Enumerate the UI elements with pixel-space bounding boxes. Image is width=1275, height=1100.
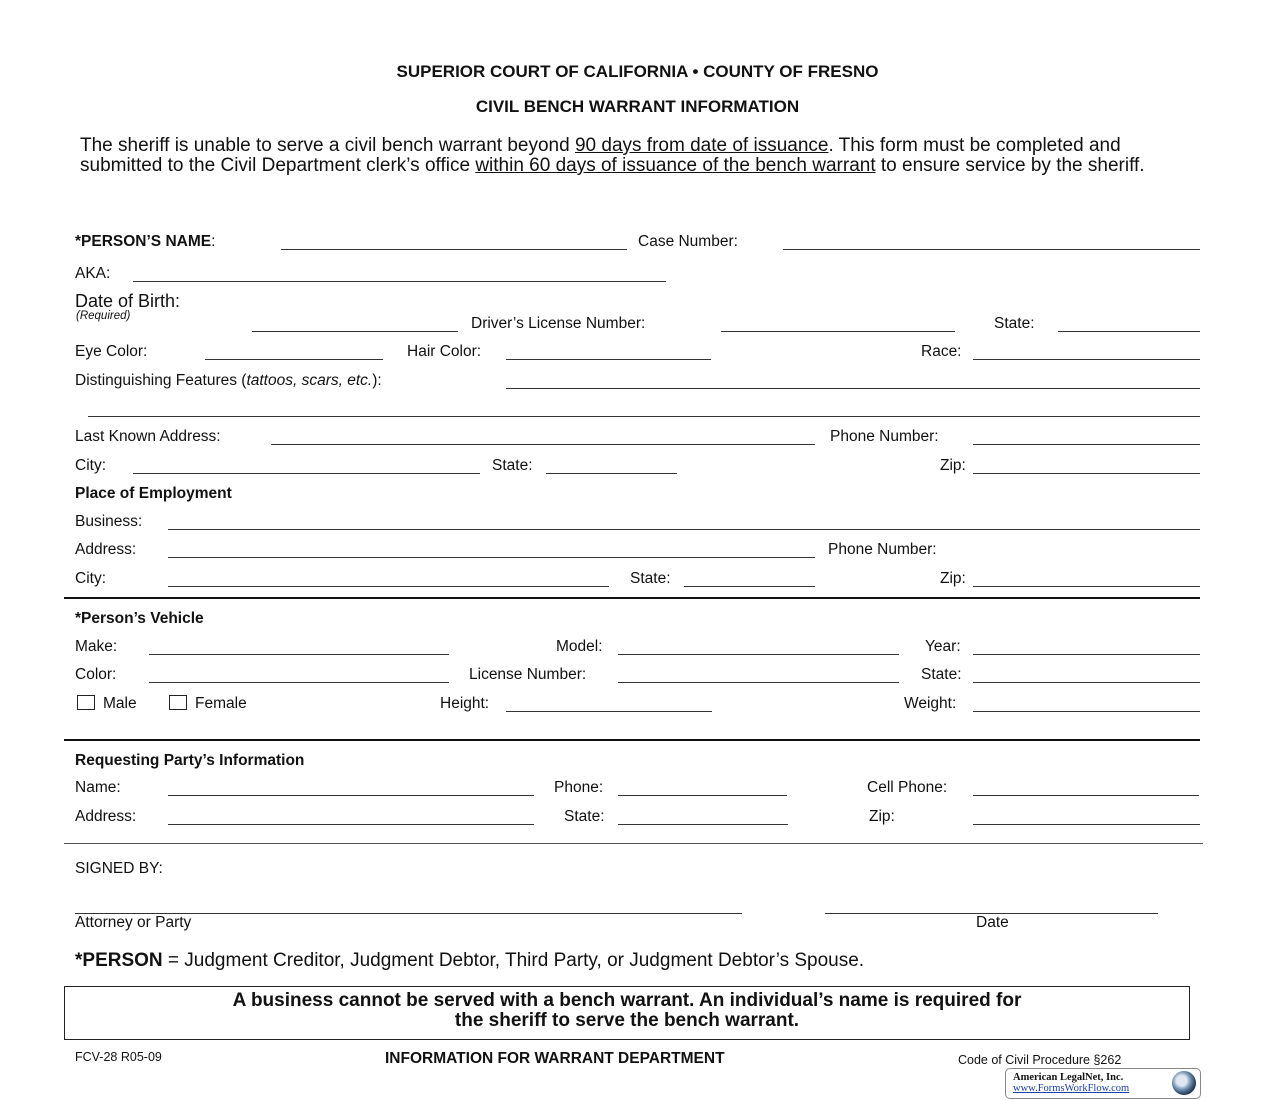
date-label: Date [976, 914, 1009, 931]
drivers-license-field[interactable] [721, 331, 955, 332]
vehicle-state-label: State: [921, 666, 962, 683]
employer-zip-label: Zip: [940, 570, 966, 587]
aka-field[interactable] [133, 281, 666, 282]
year-field[interactable] [973, 654, 1200, 655]
eye-color-field[interactable] [205, 359, 383, 360]
phone-number-label: Phone Number: [830, 428, 939, 445]
race-field[interactable] [973, 359, 1200, 360]
last-address-label: Last Known Address: [75, 428, 221, 445]
male-checkbox[interactable] [77, 695, 95, 710]
business-label: Business: [75, 513, 143, 530]
requesting-heading: Requesting Party’s Information [75, 752, 305, 769]
race-label: Race: [921, 343, 962, 360]
form-code: FCV-28 R05-09 [75, 1050, 162, 1064]
globe-icon [1172, 1071, 1196, 1095]
female-checkbox[interactable] [169, 695, 187, 710]
employer-address-field[interactable] [168, 557, 815, 558]
dob-required-note: (Required) [76, 310, 131, 322]
business-field[interactable] [168, 529, 1200, 530]
license-number-field[interactable] [618, 682, 899, 683]
person-name-field[interactable] [281, 249, 627, 250]
state-label: State: [492, 457, 533, 474]
vehicle-color-field[interactable] [149, 682, 449, 683]
requesting-state-label: State: [564, 808, 605, 825]
requesting-zip-label: Zip: [869, 808, 895, 825]
section-divider [64, 739, 1200, 741]
cell-phone-label: Cell Phone: [867, 779, 948, 796]
vehicle-state-field[interactable] [973, 682, 1200, 683]
intro-paragraph [80, 136, 1180, 176]
city-label: City: [75, 457, 106, 474]
model-label: Model: [556, 638, 603, 655]
section-divider [64, 597, 1200, 599]
license-number-label: License Number: [469, 666, 587, 683]
requesting-address-field[interactable] [168, 824, 534, 825]
employer-city-label: City: [75, 570, 106, 587]
features-label: Distinguishing Features (tattoos, scars, etc.): [75, 372, 382, 389]
vehicle-color-label: Color: [75, 666, 117, 683]
male-option[interactable]: Male [77, 695, 137, 713]
dl-state-field[interactable] [1058, 331, 1200, 332]
case-number-label: Case Number: [638, 233, 738, 250]
notice-line-2: the sheriff to serve the bench warrant. [454, 1010, 800, 1031]
cell-phone-field[interactable] [973, 795, 1199, 796]
features-field[interactable] [506, 388, 1200, 389]
logo-company: American LegalNet, Inc. [1013, 1072, 1124, 1083]
city-field[interactable] [133, 473, 480, 474]
attorney-or-party-label: Attorney or Party [75, 914, 192, 931]
dob-label: Date of Birth: [75, 291, 181, 311]
requesting-name-label: Name: [75, 779, 121, 796]
footer-title: INFORMATION FOR WARRANT DEPARTMENT [385, 1050, 725, 1067]
hair-color-field[interactable] [506, 359, 711, 360]
employer-state-field[interactable] [684, 586, 815, 587]
hair-color-label: Hair Color: [407, 343, 482, 360]
logo-url-link[interactable]: www.FormsWorkFlow.com [1013, 1083, 1130, 1094]
eye-color-label: Eye Color: [75, 343, 148, 360]
last-address-field[interactable] [271, 444, 815, 445]
make-label: Make: [75, 638, 118, 655]
requesting-zip-field[interactable] [973, 824, 1200, 825]
business-notice-box [64, 986, 1190, 1040]
model-field[interactable] [618, 654, 899, 655]
court-name: SUPERIOR COURT OF CALIFORNIA • COUNTY OF FRESNO [396, 62, 879, 81]
employer-phone-label: Phone Number: [828, 541, 937, 558]
signed-by-label: SIGNED BY: [75, 860, 163, 877]
requesting-name-field[interactable] [168, 795, 534, 796]
case-number-field[interactable] [783, 249, 1200, 250]
requesting-phone-label: Phone: [554, 779, 604, 796]
american-legalnet-logo[interactable] [1005, 1068, 1201, 1099]
employment-heading: Place of Employment [75, 485, 232, 502]
intro-underline-60-days: within 60 days of issuance of the bench warrant [475, 155, 876, 176]
height-field[interactable] [506, 711, 712, 712]
person-name-label: *PERSON’S NAME: [75, 233, 216, 250]
female-option[interactable]: Female [169, 695, 247, 713]
employer-city-field[interactable] [168, 586, 609, 587]
intro-text: The sheriff is unable to serve a civil bench warrant beyond [80, 135, 575, 156]
employer-address-label: Address: [75, 541, 137, 558]
year-label: Year: [925, 638, 961, 655]
form-title: CIVIL BENCH WARRANT INFORMATION [475, 97, 800, 116]
height-label: Height: [440, 695, 490, 712]
weight-label: Weight: [904, 695, 957, 712]
requesting-phone-field[interactable] [618, 795, 787, 796]
zip-field[interactable] [973, 473, 1200, 474]
code-reference: Code of Civil Procedure §262 [958, 1053, 1122, 1067]
requesting-address-label: Address: [75, 808, 137, 825]
notice-line-1: A business cannot be served with a bench warrant. An individual’s name is required for [232, 990, 1022, 1011]
phone-number-field[interactable] [973, 444, 1200, 445]
employer-state-label: State: [630, 570, 671, 587]
state-field[interactable] [546, 473, 677, 474]
intro-underline-90-days: 90 days from date of issuance [574, 135, 829, 156]
employer-zip-field[interactable] [973, 586, 1200, 587]
make-field[interactable] [149, 654, 449, 655]
drivers-license-label: Driver’s License Number: [471, 315, 646, 332]
dl-state-label: State: [994, 315, 1035, 332]
intro-text: . This form must be completed and submitted to the Civil Department clerk’s office [80, 135, 1121, 176]
vehicle-heading: *Person’s Vehicle [75, 610, 204, 627]
dob-field[interactable] [252, 331, 458, 332]
requesting-state-field[interactable] [618, 824, 788, 825]
zip-label: Zip: [940, 457, 966, 474]
aka-label: AKA: [75, 265, 111, 282]
person-definition: *PERSON = Judgment Creditor, Judgment Debtor, Third Party, or Judgment Debtor’s Spouse. [75, 950, 865, 971]
intro-text: to ensure service by the sheriff. [875, 155, 1145, 176]
weight-field[interactable] [973, 711, 1200, 712]
features-field-line2[interactable] [88, 416, 1200, 417]
section-divider [64, 843, 1203, 844]
